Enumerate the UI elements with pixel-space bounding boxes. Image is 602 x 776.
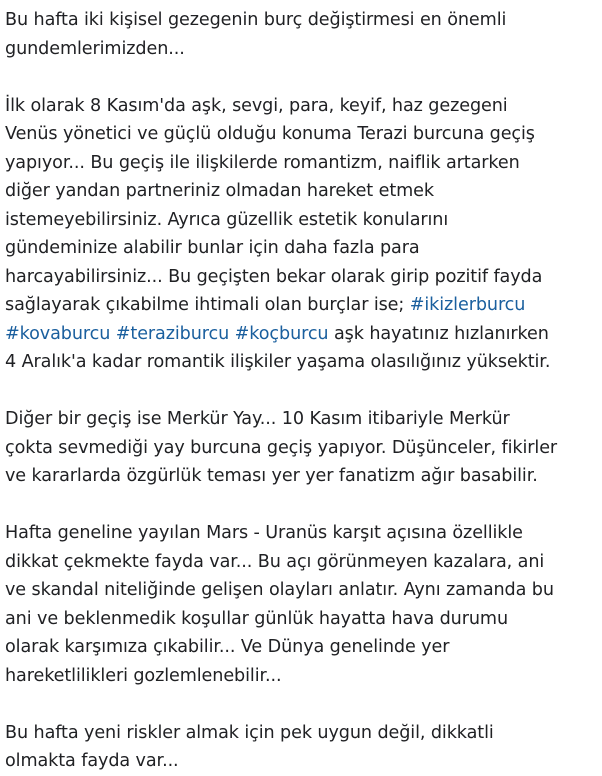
text-line: diğer yandan partneriniz olmadan hareket etmek bbox=[5, 181, 434, 201]
post-body bbox=[5, 6, 599, 776]
paragraph-venus bbox=[5, 92, 599, 377]
text-line: istemeyebilirsiniz. Ayrıca güzellik estetik konularını bbox=[5, 209, 449, 230]
text-line bbox=[5, 320, 599, 349]
paragraph-mercury bbox=[5, 405, 599, 491]
hashtag-link-kovaburcu[interactable]: #kovaburcu bbox=[5, 323, 111, 344]
text-segment: aşk hayatınız hızlanırken bbox=[328, 323, 549, 344]
text-line: gundemlerimizden... bbox=[5, 38, 185, 59]
text-line: ani ve beklenmedik koşullar günlük hayatta hava durumu bbox=[5, 608, 509, 629]
hashtag-link-ikizlerburcu[interactable]: #ikizlerburcu bbox=[409, 295, 526, 315]
text-line: Venüs yönetici ve güçlü olduğu konuma Terazi burcuna geçiş bbox=[5, 124, 535, 144]
text-line: 4 Aralık'a kadar romantik ilişkiler yaşama olasılığınız yüksektir. bbox=[5, 352, 551, 372]
paragraph-intro bbox=[5, 6, 599, 63]
text-line: harcayabilirsiniz... Bu geçişten bekar olarak girip pozitif fayda bbox=[5, 266, 543, 287]
text-line: olmakta fayda var... bbox=[5, 751, 179, 771]
text-line: çokta sevmediği yay burcuna geçiş yapıyor. Düşünceler, fikirler bbox=[5, 437, 558, 458]
text-line: dikkat çekmekte fayda var... Bu açı görünmeyen kazalara, ani bbox=[5, 551, 545, 572]
text-line: ve skandal niteliğinde gelişen olayları anlatır. Aynı zamanda bu bbox=[5, 580, 554, 600]
text-segment: sağlayarak çıkabilme ihtimali olan burçlar ise; bbox=[5, 295, 410, 315]
text-line: ve kararlarda özgürlük teması yer yer fanatizm ağır basabilir. bbox=[5, 466, 538, 486]
paragraph-mars-uranus bbox=[5, 519, 599, 690]
text-line: Bu hafta yeni riskler almak için pek uygun değil, dikkatli bbox=[5, 722, 494, 743]
text-line: gündeminize alabilir bunlar için daha fazla para bbox=[5, 238, 420, 258]
text-line bbox=[5, 291, 599, 320]
text-line: yapıyor... Bu geçiş ile ilişkilerde romantizm, naiflik artarken bbox=[5, 152, 520, 173]
text-line: olarak karşımıza çıkabilir... Ve Dünya genelinde yer bbox=[5, 637, 450, 657]
text-line: Diğer bir geçiş ise Merkür Yay... 10 Kasım itibariyle Merkür bbox=[5, 409, 510, 429]
text-line: İlk olarak 8 Kasım'da aşk, sevgi, para, keyif, haz gezegeni bbox=[5, 95, 508, 116]
hashtag-link-kocburcu[interactable]: #koçburcu bbox=[234, 323, 329, 344]
hashtag-link-teraziburcu[interactable]: #teraziburcu bbox=[115, 323, 230, 344]
text-line: Hafta geneline yayılan Mars - Uranüs karşıt açısına özellikle bbox=[5, 523, 523, 543]
text-line: Bu hafta iki kişisel gezegenin burç değiştirmesi en önemli bbox=[5, 10, 507, 30]
text-line: hareketlilikleri gozlemlenebilir... bbox=[5, 665, 282, 686]
